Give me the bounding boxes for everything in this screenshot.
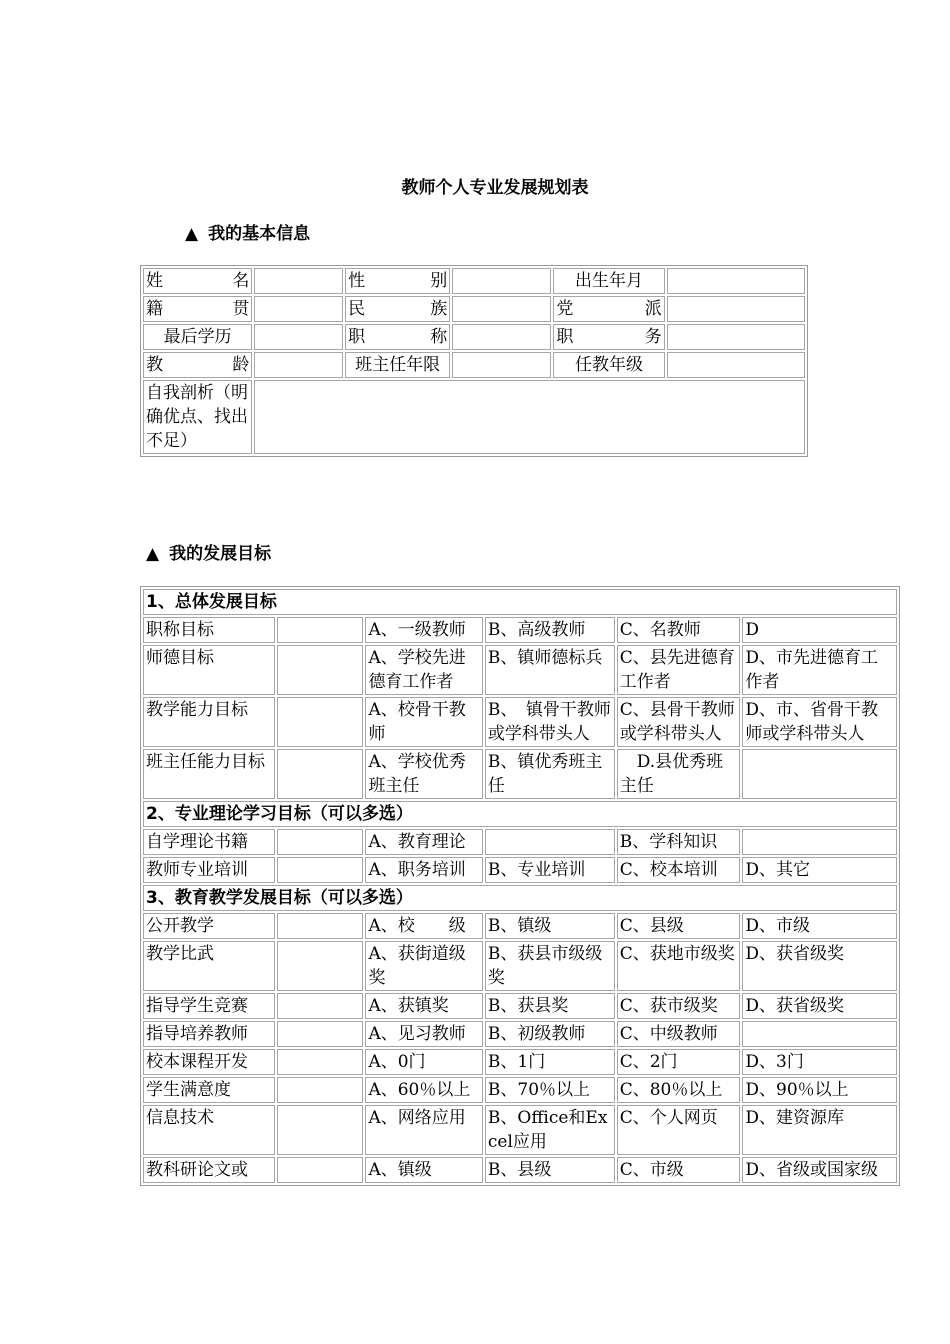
goal-option: B、 镇骨干教师或学科带头人 — [485, 697, 615, 747]
goal-option: D、3门 — [742, 1049, 897, 1075]
goal-option: A、获镇奖 — [365, 993, 482, 1019]
table-row — [143, 1105, 897, 1155]
goal-option: C、县级 — [617, 913, 741, 939]
goal-option: A、校 级 — [365, 913, 482, 939]
section-title: 我的基本信息 — [208, 224, 311, 244]
goal-option: D、获省级奖 — [742, 941, 897, 991]
goal-blank — [277, 1049, 364, 1075]
table-row — [143, 268, 805, 294]
goal-option: A、一级教师 — [365, 617, 482, 643]
field-label: 最后学历 — [143, 324, 252, 350]
goal-label: 学生满意度 — [143, 1077, 275, 1103]
goal-label: 师德目标 — [143, 645, 275, 695]
goal-blank — [277, 617, 364, 643]
section-basic-info-heading — [185, 219, 310, 244]
goal-option — [742, 1021, 897, 1047]
goal-label: 教学能力目标 — [143, 697, 275, 747]
basic-info-table — [140, 265, 808, 457]
goal-blank — [277, 1105, 364, 1155]
goal-option: D、省级或国家级 — [742, 1157, 897, 1183]
table-section-heading — [143, 801, 897, 827]
goal-option: D、市级 — [742, 913, 897, 939]
triangle-icon: ▲ — [146, 544, 160, 564]
field-label: 籍 贯 — [143, 296, 252, 322]
goal-option: B、获县市级级奖 — [485, 941, 615, 991]
goal-blank — [277, 993, 364, 1019]
field-label: 民 族 — [345, 296, 450, 322]
goal-blank — [277, 749, 364, 799]
goal-option: D、市、省骨干教师或学科带头人 — [742, 697, 897, 747]
goal-option: B、专业培训 — [485, 857, 615, 883]
goal-option: C、名教师 — [617, 617, 741, 643]
goal-option: A、获街道级奖 — [365, 941, 482, 991]
goal-option: B、70％以上 — [485, 1077, 615, 1103]
goal-option: D.县优秀班主任 — [617, 749, 741, 799]
goal-blank — [277, 1077, 364, 1103]
goal-option: B、镇师德标兵 — [485, 645, 615, 695]
goal-option: C、获地市级奖 — [617, 941, 741, 991]
page-title: 教师个人专业发展规划表 — [401, 178, 589, 198]
field-value — [254, 352, 343, 378]
goal-option: A、0门 — [365, 1049, 482, 1075]
field-label: 班主任年限 — [345, 352, 450, 378]
goal-label: 公开教学 — [143, 913, 275, 939]
table-row — [143, 352, 805, 378]
goal-option: C、80％以上 — [617, 1077, 741, 1103]
goal-option — [742, 749, 897, 799]
table-row — [143, 913, 897, 939]
goal-option: A、校骨干教师 — [365, 697, 482, 747]
goal-option: D、市先进德育工作者 — [742, 645, 897, 695]
table-row — [143, 749, 897, 799]
field-value — [667, 352, 805, 378]
goal-option: A、职务培训 — [365, 857, 482, 883]
field-value — [452, 324, 551, 350]
goal-option: A、学校优秀班主任 — [365, 749, 482, 799]
table-row — [143, 1077, 897, 1103]
table-row — [143, 857, 897, 883]
field-label: 教 龄 — [143, 352, 252, 378]
table-row — [143, 645, 897, 695]
goal-option: C、县先进德育工作者 — [617, 645, 741, 695]
goal-label: 指导学生竞赛 — [143, 993, 275, 1019]
goal-option: A、镇级 — [365, 1157, 482, 1183]
goal-blank — [277, 829, 364, 855]
table-row — [143, 296, 805, 322]
table-row — [143, 380, 805, 454]
table-row — [143, 697, 897, 747]
goal-blank — [277, 941, 364, 991]
goal-option: A、学校先进德育工作者 — [365, 645, 482, 695]
goal-label: 自学理论书籍 — [143, 829, 275, 855]
goal-option: B、获县奖 — [485, 993, 615, 1019]
goal-option: C、中级教师 — [617, 1021, 741, 1047]
goal-option: C、个人网页 — [617, 1105, 741, 1155]
goal-option: B、县级 — [485, 1157, 615, 1183]
table-row — [143, 941, 897, 991]
field-value — [667, 268, 805, 294]
goal-label: 教科研论文或 — [143, 1157, 275, 1183]
field-value — [452, 352, 551, 378]
field-label: 姓 名 — [143, 268, 252, 294]
goal-option: A、网络应用 — [365, 1105, 482, 1155]
field-value — [452, 268, 551, 294]
goal-label: 指导培养教师 — [143, 1021, 275, 1047]
goals-table — [140, 586, 900, 1186]
field-label: 任教年级 — [553, 352, 664, 378]
field-label: 职 务 — [553, 324, 664, 350]
goal-option: D — [742, 617, 897, 643]
table-row — [143, 1157, 897, 1183]
goal-option: B、镇优秀班主任 — [485, 749, 615, 799]
goal-option: D、其它 — [742, 857, 897, 883]
field-value — [254, 268, 343, 294]
goal-option: C、县骨干教师或学科带头人 — [617, 697, 741, 747]
goal-option: B、高级教师 — [485, 617, 615, 643]
goal-option — [485, 829, 615, 855]
field-label: 党 派 — [553, 296, 664, 322]
goal-label: 班主任能力目标 — [143, 749, 275, 799]
goal-option: C、校本培训 — [617, 857, 741, 883]
goal-option: A、教育理论 — [365, 829, 482, 855]
field-value — [667, 296, 805, 322]
field-value — [452, 296, 551, 322]
goal-option: D、90％以上 — [742, 1077, 897, 1103]
goal-blank — [277, 1157, 364, 1183]
goal-blank — [277, 1021, 364, 1047]
section-heading-cell: 2、专业理论学习目标（可以多选） — [143, 801, 897, 827]
goal-label: 教学比武 — [143, 941, 275, 991]
table-row — [143, 1021, 897, 1047]
goal-option: C、获市级奖 — [617, 993, 741, 1019]
goal-option: B、初级教师 — [485, 1021, 615, 1047]
goal-option: B、Office和Excel应用 — [485, 1105, 615, 1155]
table-row — [143, 829, 897, 855]
goal-option: A、60％以上 — [365, 1077, 482, 1103]
goal-option: B、学科知识 — [617, 829, 741, 855]
table-row — [143, 993, 897, 1019]
goal-option — [742, 829, 897, 855]
section-goals-heading — [146, 539, 271, 564]
goal-option: D、获省级奖 — [742, 993, 897, 1019]
table-section-heading — [143, 885, 897, 911]
field-value — [254, 380, 805, 454]
section-title: 我的发展目标 — [169, 544, 272, 564]
triangle-icon: ▲ — [185, 224, 199, 244]
goal-option: C、市级 — [617, 1157, 741, 1183]
table-row — [143, 1049, 897, 1075]
field-label: 自我剖析（明确优点、找出不足） — [143, 380, 252, 454]
table-row — [143, 617, 897, 643]
goal-label: 教师专业培训 — [143, 857, 275, 883]
goal-option: B、1门 — [485, 1049, 615, 1075]
goal-blank — [277, 645, 364, 695]
goal-option: D、建资源库 — [742, 1105, 897, 1155]
goal-blank — [277, 913, 364, 939]
table-row — [143, 324, 805, 350]
field-label: 职 称 — [345, 324, 450, 350]
goal-blank — [277, 697, 364, 747]
goal-option: C、2门 — [617, 1049, 741, 1075]
goal-option: A、见习教师 — [365, 1021, 482, 1047]
field-value — [254, 296, 343, 322]
table-section-heading — [143, 589, 897, 615]
field-label: 出生年月 — [553, 268, 664, 294]
goal-option: B、镇级 — [485, 913, 615, 939]
section-heading-cell: 3、教育教学发展目标（可以多选） — [143, 885, 897, 911]
field-value — [667, 324, 805, 350]
goal-label: 信息技术 — [143, 1105, 275, 1155]
goal-label: 校本课程开发 — [143, 1049, 275, 1075]
section-heading-cell: 1、总体发展目标 — [143, 589, 897, 615]
goal-blank — [277, 857, 364, 883]
goal-label: 职称目标 — [143, 617, 275, 643]
field-label: 性 别 — [345, 268, 450, 294]
field-value — [254, 324, 343, 350]
